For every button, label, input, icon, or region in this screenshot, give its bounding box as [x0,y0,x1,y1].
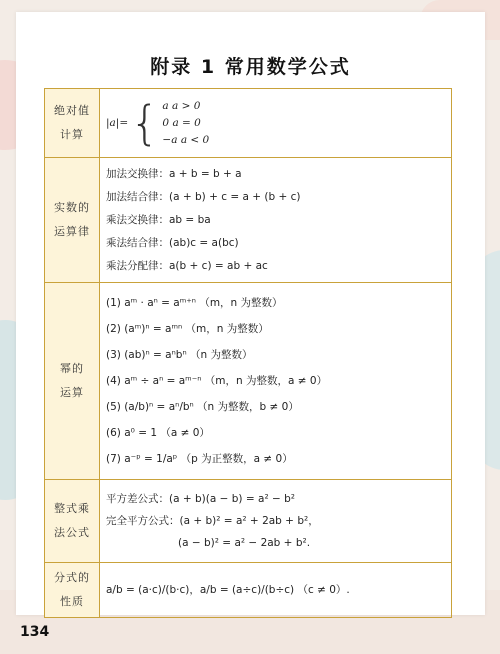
formula-line: (1) aᵐ · aⁿ = aᵐ⁺ⁿ （m，n 为整数） [106,297,283,309]
row-content [100,89,452,158]
row-content [100,480,452,563]
row-label: 绝对值 计算 [45,89,100,158]
formula-line: (4) aᵐ ÷ aⁿ = aᵐ⁻ⁿ （m，n 为整数，a ≠ 0） [106,375,328,387]
row-content [100,283,452,480]
formula-line: (6) a⁰ = 1 （a ≠ 0） [106,427,210,439]
table-row [45,480,452,563]
formula-line: 0 a = 0 [162,116,201,129]
row-label: 幂的 运算 [45,283,100,480]
row-label: 分式的 性质 [45,563,100,618]
formula-line: a a > 0 [162,99,201,112]
formula-line: (7) a⁻ᵖ = 1/aᵖ （p 为正整数，a ≠ 0） [106,453,293,465]
formula-line: 乘法交换律：ab = ba [106,213,211,226]
formula-line: 加法交换律：a + b = b + a [106,167,242,180]
row-label: 整式乘 法公式 [45,480,100,563]
formula-line: (3) (ab)ⁿ = aⁿbⁿ （n 为整数） [106,349,253,361]
row-content [100,563,452,618]
table-row [45,158,452,283]
row-label: 实数的 运算律 [45,158,100,283]
table-row [45,563,452,618]
formula-line: a/b = (a·c)/(b·c)，a/b = (a÷c)/(b÷c) （c ≠ 0）. [106,584,350,596]
formula-line: −a a < 0 [162,133,210,146]
formula-line: 平方差公式：(a + b)(a − b) = a² − b² [106,493,295,505]
row-content [100,158,452,283]
table-row [45,89,452,158]
brace-icon: { [130,96,160,150]
table-row [45,283,452,480]
page-title: 附录 1 常用数学公式 [150,56,351,78]
formula-line: 加法结合律：(a + b) + c = a + (b + c) [106,190,301,203]
formula-line: (a − b)² = a² − 2ab + b². [178,537,311,549]
formula-line: (2) (aᵐ)ⁿ = aᵐⁿ （m，n 为整数） [106,323,269,335]
formula-line: (5) (a/b)ⁿ = aⁿ/bⁿ （n 为整数，b ≠ 0） [106,401,299,413]
formula-line: 乘法结合律：(ab)c = a(bc) [106,236,239,249]
page-number: 134 [20,624,50,640]
formula-line: |a|= [106,117,129,129]
formula-line: 完全平方公式：(a + b)² = a² + 2ab + b²， [106,515,319,527]
formula-line: 乘法分配律：a(b + c) = ab + ac [106,259,268,272]
formula-table [44,88,452,618]
